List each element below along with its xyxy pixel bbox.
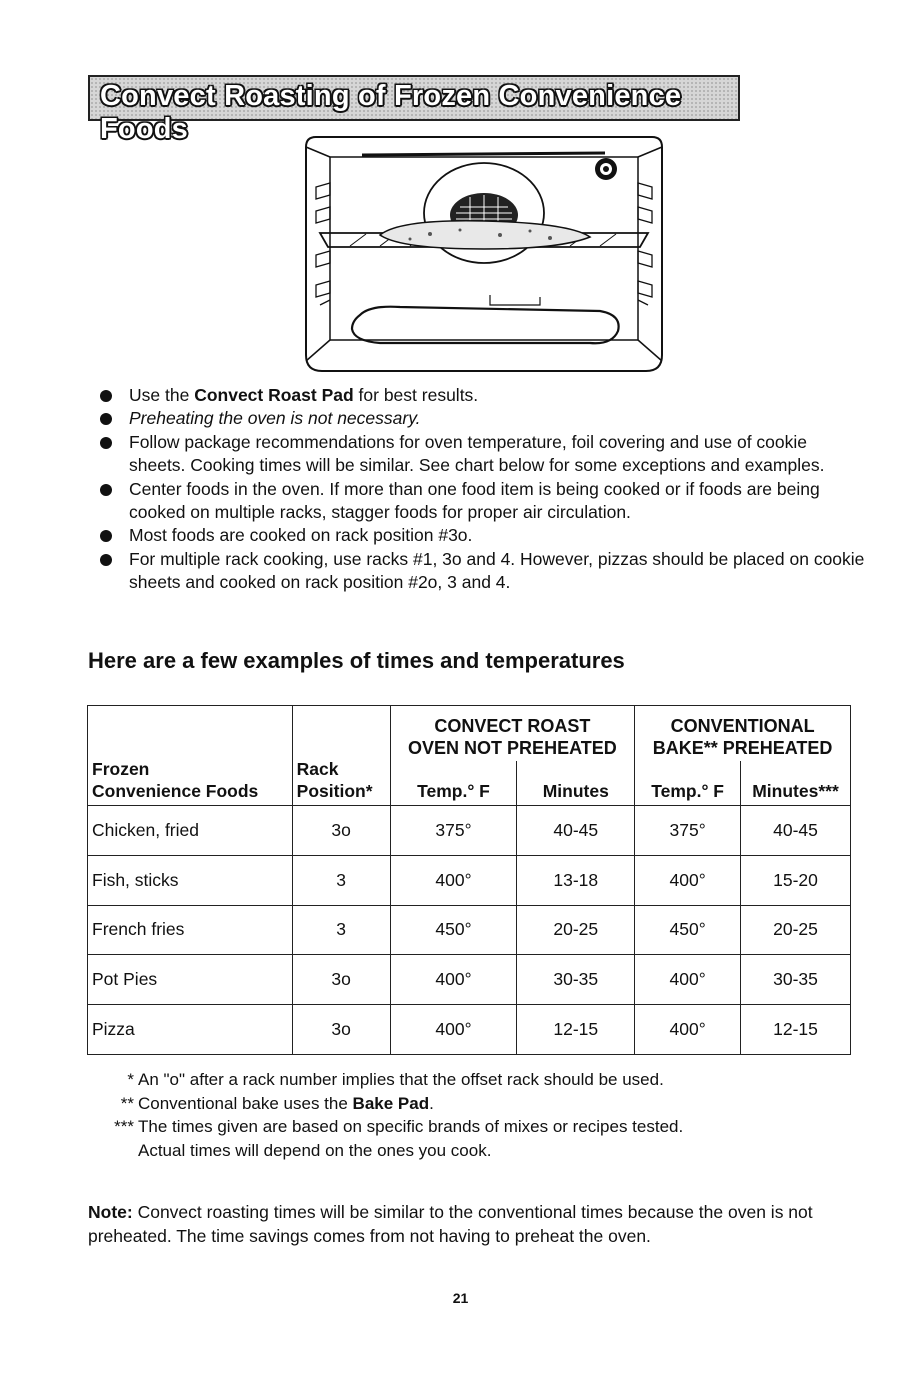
- cell-temp-convect: 400°: [390, 1005, 517, 1055]
- footnotes: [114, 1068, 684, 1162]
- cell-rack: 3o: [292, 806, 390, 856]
- cell-minutes-conventional: 12-15: [741, 1005, 851, 1055]
- table-row: [88, 955, 851, 1005]
- list-item: Most foods are cooked on rack position #3o.: [97, 524, 867, 547]
- cell-minutes-conventional: 20-25: [741, 905, 851, 955]
- cell-minutes-conventional: 15-20: [741, 855, 851, 905]
- cell-food: French fries: [88, 905, 293, 955]
- cell-rack: 3: [292, 855, 390, 905]
- cell-temp-convect: 450°: [390, 905, 517, 955]
- cell-temp-conventional: 375°: [635, 806, 741, 856]
- col-header-rack: Rack Position*: [292, 706, 390, 806]
- instructions-list: [97, 384, 867, 595]
- cell-food: Fish, sticks: [88, 855, 293, 905]
- footnote-2: ** Conventional bake uses the Bake Pad.: [120, 1093, 434, 1113]
- col-header-temp-convect: Temp.° F: [390, 761, 517, 806]
- page-number: 21: [452, 1290, 469, 1306]
- list-item: Follow package recommendations for oven temperature, foil covering and use of cookie sheets. Cooking times will be similar. See chart below for some exceptions and examples.: [97, 431, 867, 478]
- col-header-food: Frozen Convenience Foods: [88, 706, 293, 806]
- cell-minutes-convect: 13-18: [517, 855, 635, 905]
- cell-food: Pot Pies: [88, 955, 293, 1005]
- col-header-temp-conventional: Temp.° F: [635, 761, 741, 806]
- cell-temp-convect: 400°: [390, 855, 517, 905]
- cell-rack: 3o: [292, 1005, 390, 1055]
- cell-temp-conventional: 400°: [635, 955, 741, 1005]
- cell-minutes-convect: 30-35: [517, 955, 635, 1005]
- cell-temp-conventional: 400°: [635, 1005, 741, 1055]
- cell-food: Pizza: [88, 1005, 293, 1055]
- cell-temp-convect: 375°: [390, 806, 517, 856]
- footnote-3: *** The times given are based on specific brands of mixes or recipes tested. Actual times will depend on the ones you cook.: [114, 1117, 684, 1160]
- cell-food: Chicken, fried: [88, 806, 293, 856]
- cell-minutes-conventional: 30-35: [741, 955, 851, 1005]
- list-item: Use the Convect Roast Pad for best results.: [97, 384, 867, 407]
- oven-interior-icon: [300, 135, 668, 375]
- list-item: Preheating the oven is not necessary.: [97, 407, 867, 430]
- cell-temp-conventional: 450°: [635, 905, 741, 955]
- group-header-convect: CONVECT ROAST OVEN NOT PREHEATED: [390, 706, 635, 761]
- cell-temp-conventional: 400°: [635, 855, 741, 905]
- list-item: Center foods in the oven. If more than one food item is being cooked or if foods are being cooked on multiple racks, stagger foods for proper air circulation.: [97, 478, 867, 525]
- col-header-minutes-convect: Minutes: [517, 761, 635, 806]
- section-title-box: [88, 75, 740, 145]
- note-paragraph: Note: Convect roasting times will be similar to the conventional times because the oven is not preheated. The time savings comes from not having to preheat the oven.: [88, 1202, 813, 1246]
- times-temperatures-table: [87, 705, 851, 1055]
- cell-minutes-convect: 12-15: [517, 1005, 635, 1055]
- examples-heading: Here are a few examples of times and temperatures: [88, 648, 625, 673]
- section-title: Convect Roasting of Frozen Convenience Foods: [100, 80, 682, 145]
- list-item: For multiple rack cooking, use racks #1, 3o and 4. However, pizzas should be placed on cookie sheets and cooked on rack position #2o, 3 and 4.: [97, 548, 867, 595]
- group-header-conventional: CONVENTIONAL BAKE** PREHEATED: [635, 706, 851, 761]
- col-header-minutes-conventional: Minutes***: [741, 761, 851, 806]
- cell-rack: 3o: [292, 955, 390, 1005]
- cell-minutes-convect: 20-25: [517, 905, 635, 955]
- cell-minutes-convect: 40-45: [517, 806, 635, 856]
- table-row: [88, 855, 851, 905]
- table-row: [88, 905, 851, 955]
- cell-temp-convect: 400°: [390, 955, 517, 1005]
- table-row: [88, 1005, 851, 1055]
- table-row: [88, 806, 851, 856]
- cell-rack: 3: [292, 905, 390, 955]
- cell-minutes-conventional: 40-45: [741, 806, 851, 856]
- footnote-1: * An "o" after a rack number implies that the offset rack should be used.: [127, 1070, 664, 1089]
